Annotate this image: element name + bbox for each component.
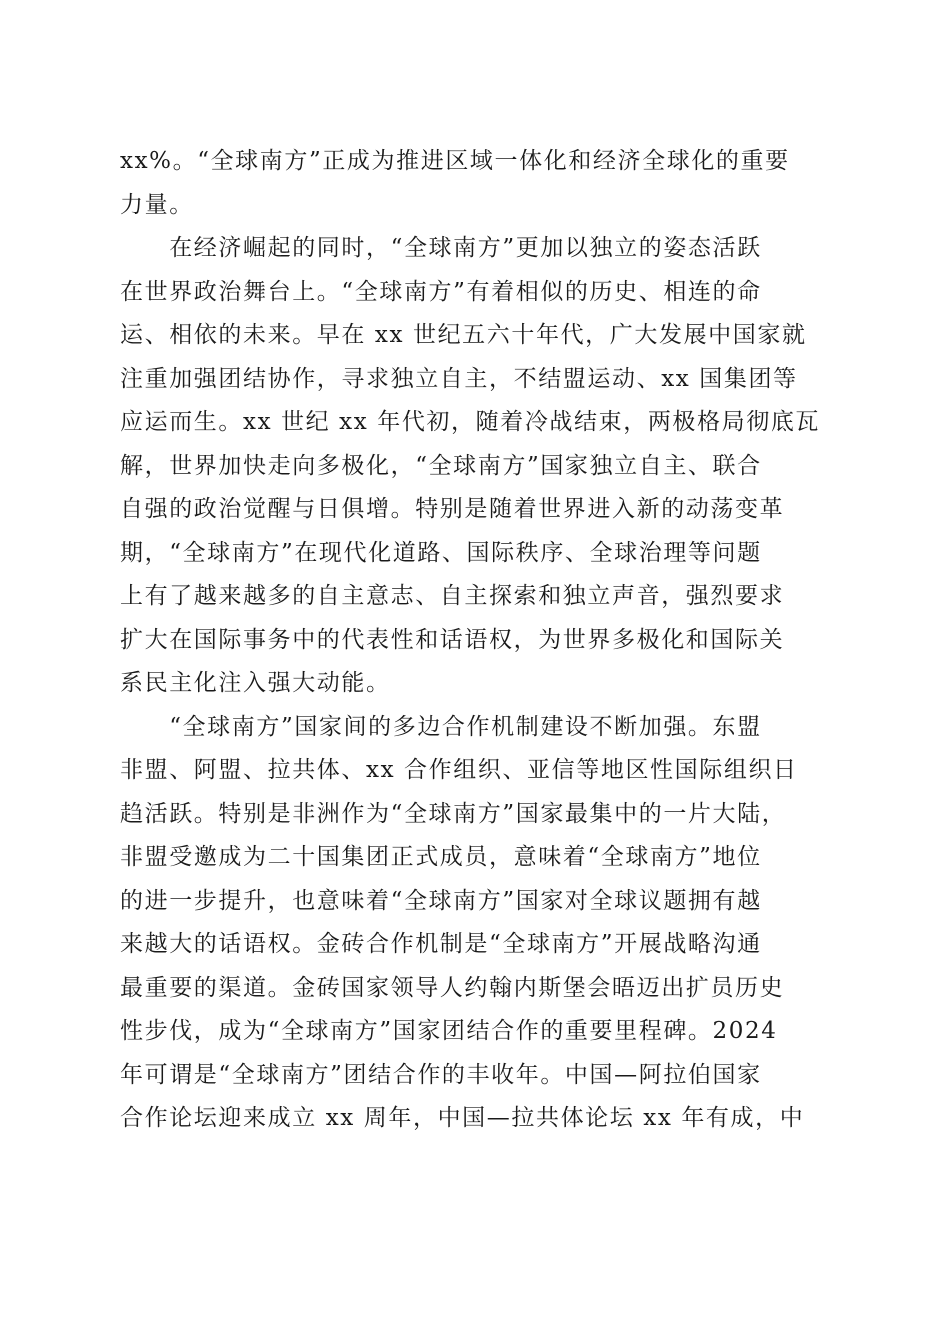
text-line-12: 扩大在国际事务中的代表性和话语权，为世界多极化和国际关 (120, 626, 785, 653)
body-text (120, 140, 836, 1141)
text-line-20: 最重要的渠道。金砖国家领导人约翰内斯堡会晤迈出扩员历史 (120, 974, 785, 1001)
text-line-21: 性步伐，成为“全球南方”国家团结合作的重要里程碑。2024 (120, 1018, 778, 1044)
text-line-1: xx%。“全球南方”正成为推进区域一体化和经济全球化的重要 (120, 148, 790, 174)
text-line-15: 非盟、阿盟、拉共体、xx 合作组织、亚信等地区性国际组织日 (120, 757, 798, 783)
text-line-23: 合作论坛迎来成立 xx 周年，中国—拉共体论坛 xx 年有成，中 (120, 1105, 805, 1131)
text-line-3: 在经济崛起的同时，“全球南方”更加以独立的姿态活跃 (120, 235, 762, 261)
text-line-4: 在世界政治舞台上。“全球南方”有着相似的历史、相连的命 (120, 278, 762, 305)
text-line-16: 趋活跃。特别是非洲作为“全球南方”国家最集中的一片大陆， (120, 800, 787, 827)
text-line-10: 期，“全球南方”在现代化道路、国际秩序、全球治理等问题 (120, 539, 762, 566)
text-line-8: 解，世界加快走向多极化，“全球南方”国家独立自主、联合 (120, 452, 762, 479)
text-line-2: 力量。 (120, 191, 194, 218)
text-line-11: 上有了越来越多的自主意志、自主探索和独立声音，强烈要求 (120, 583, 785, 609)
text-line-17: 非盟受邀成为二十国集团正式成员，意味着“全球南方”地位 (120, 844, 762, 870)
text-line-18: 的进一步提升，也意味着“全球南方”国家对全球议题拥有越 (120, 887, 762, 914)
text-line-7: 应运而生。xx 世纪 xx 年代初，随着冷战结束，两极格局彻底瓦 (120, 409, 821, 435)
text-line-5: 运、相依的未来。早在 xx 世纪五六十年代，广大发展中国家就 (120, 322, 807, 348)
text-line-6: 注重加强团结协作，寻求独立自主，不结盟运动、xx 国集团等 (120, 365, 798, 392)
text-line-13: 系民主化注入强大动能。 (120, 670, 391, 696)
text-line-19: 来越大的话语权。金砖合作机制是“全球南方”开展战略沟通 (120, 931, 762, 957)
text-line-22: 年可谓是“全球南方”团结合作的丰收年。中国—阿拉伯国家 (120, 1061, 762, 1088)
text-line-14: “全球南方”国家间的多边合作机制建设不断加强。东盟 (120, 713, 762, 740)
text-line-9: 自强的政治觉醒与日俱增。特别是随着世界进入新的动荡变革 (120, 496, 785, 522)
